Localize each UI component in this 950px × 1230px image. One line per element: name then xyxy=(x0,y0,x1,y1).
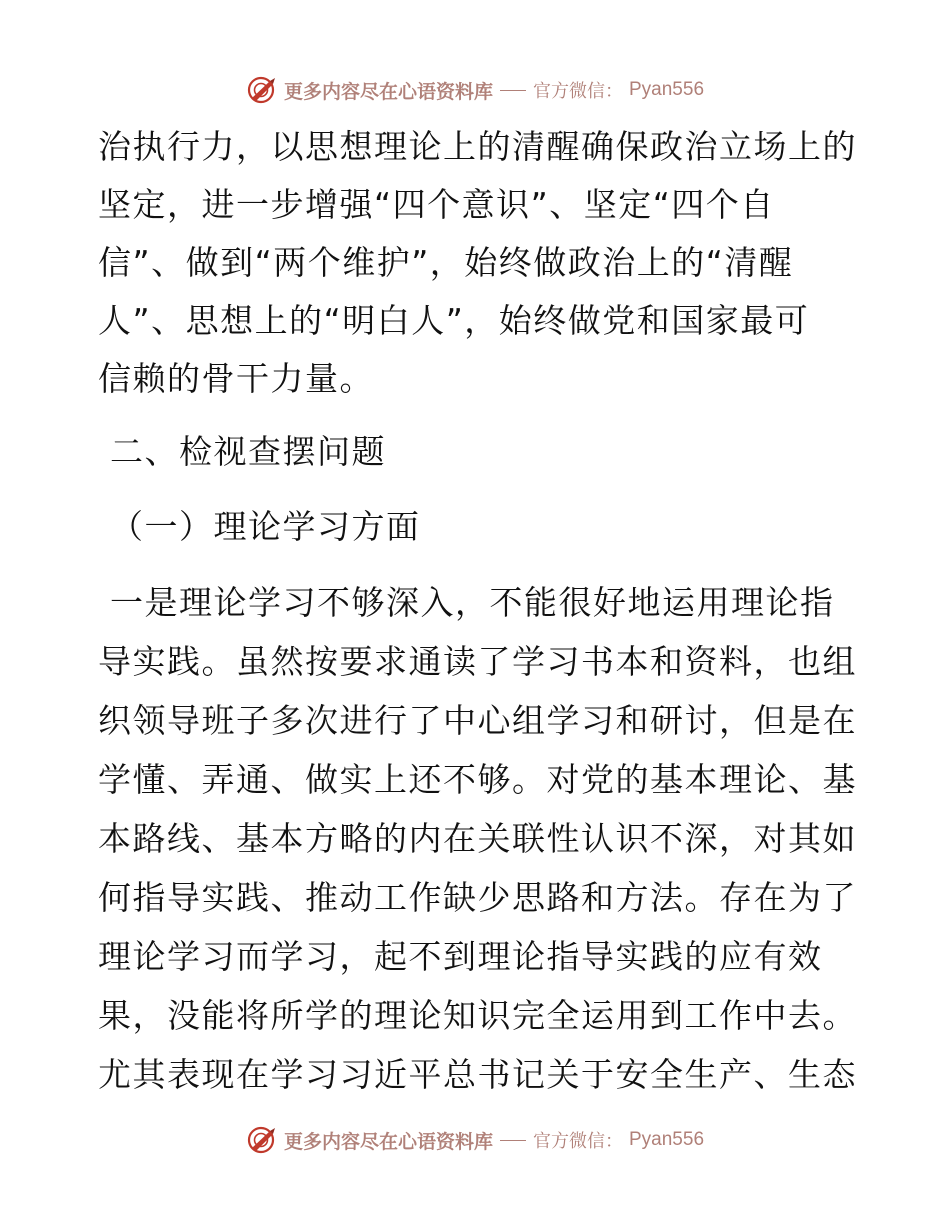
body-line: 理论学习而学习，起不到理论指导实践的应有效 xyxy=(98,937,823,976)
footer-wechat-id: Pyan556 xyxy=(629,1129,705,1150)
body-line: 治执行力，以思想理论上的清醒确保政治立场上的 xyxy=(98,127,857,166)
body-line: 导实践。虽然按要求通读了学习书本和资料，也组 xyxy=(98,642,857,681)
body-line: 信”、做到“两个维护”，始终做政治上的“清醒 xyxy=(98,243,794,282)
header-banner-suffix: 官方微信： xyxy=(533,81,623,102)
footer-banner-text: 更多内容尽在心语资料库 xyxy=(283,1130,493,1153)
library-logo-icon xyxy=(246,1124,278,1156)
body-line: 果，没能将所学的理论知识完全运用到工作中去。 xyxy=(98,996,857,1035)
subsection-heading: （一）理论学习方面 xyxy=(98,507,421,546)
header-wechat-id: Pyan556 xyxy=(629,79,705,100)
body-line: 尤其表现在学习习近平总书记关于安全生产、生态 xyxy=(98,1055,857,1094)
header-banner-text: 更多内容尽在心语资料库 xyxy=(283,80,493,103)
header-banner-dash xyxy=(500,90,526,91)
body-line: 学懂、弄通、做实上还不够。对党的基本理论、基 xyxy=(98,760,857,799)
body-line: 何指导实践、推动工作缺少思路和方法。存在为了 xyxy=(98,878,857,917)
body-line: 坚定，进一步增强“四个意识”、坚定“四个自 xyxy=(98,185,775,224)
body-line: 一是理论学习不够深入，不能很好地运用理论指 xyxy=(98,583,835,622)
header-watermark-banner xyxy=(0,70,950,110)
footer-watermark-banner xyxy=(0,1120,950,1160)
body-line: 人”、思想上的“明白人”，始终做党和国家最可 xyxy=(98,301,810,340)
body-line: 信赖的骨干力量。 xyxy=(98,359,374,398)
library-logo-icon xyxy=(246,74,278,106)
body-line: 本路线、基本方略的内在关联性认识不深，对其如 xyxy=(98,819,857,858)
body-line: 织领导班子多次进行了中心组学习和研讨，但是在 xyxy=(98,701,857,740)
footer-banner-dash xyxy=(500,1140,526,1141)
section-heading: 二、检视查摆问题 xyxy=(98,432,386,471)
footer-banner-suffix: 官方微信： xyxy=(533,1131,623,1152)
